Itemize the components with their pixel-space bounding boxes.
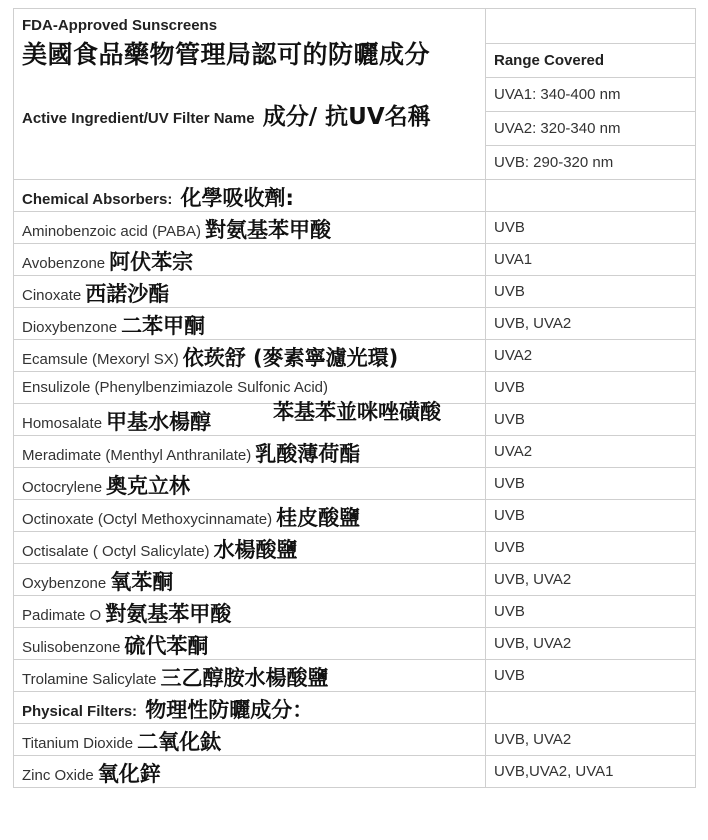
section-row-chemical — [14, 180, 696, 212]
range-value: UVB, UVA2 — [494, 315, 572, 332]
ingredient-zh: 西諾沙酯 — [85, 281, 170, 306]
range-value: UVB — [494, 379, 525, 396]
table-row — [14, 340, 696, 372]
ingredient-en: Meradimate (Menthyl Anthranilate) — [22, 446, 252, 464]
ingredient-en: Octisalate ( Octyl Salicylate) — [22, 542, 210, 560]
table-row — [14, 660, 696, 692]
ingredient-en: Aminobenzoic acid (PABA) — [22, 222, 201, 240]
ingredient-en: Padimate O — [22, 606, 102, 624]
column-header-ingredient — [22, 97, 431, 130]
section-label-chemical: Chemical Absorbers: — [22, 190, 173, 208]
ingredient-en: Dioxybenzone — [22, 318, 118, 336]
ingredient-en: Ensulizole (Phenylbenzimiazole Sulfonic Acid) — [22, 379, 328, 396]
column-header-ingredient-zh: 成分/ 抗UV名稱 — [262, 104, 431, 130]
ingredient-zh: 甲基水楊醇 — [106, 409, 212, 434]
section-row-physical — [14, 692, 696, 724]
range-value: UVA1 — [494, 251, 533, 268]
section-label-physical: Physical Filters: — [22, 702, 138, 720]
table-row — [14, 596, 696, 628]
ingredient-zh: 依莰舒 (麥素寧濾光環) — [182, 345, 399, 370]
ingredient-en: Trolamine Salicylate — [22, 670, 157, 688]
ingredient-en: Homosalate — [22, 414, 103, 432]
header-ingredient-cell — [14, 9, 486, 180]
table-row — [14, 212, 696, 244]
range-uva1: UVA1: 340-400 nm — [494, 85, 621, 103]
column-header-range: Range Covered — [494, 51, 605, 69]
section-label-chemical-zh: 化學吸收劑: — [180, 185, 294, 210]
section-label-physical-zh: 物理性防曬成分： — [145, 697, 314, 722]
range-value: UVB, UVA2 — [494, 635, 572, 652]
ingredient-en: Cinoxate — [22, 286, 82, 304]
table-row — [14, 500, 696, 532]
table-title-zh: 美國食品藥物管理局認可的防曬成分 — [22, 40, 431, 69]
range-value: UVA2 — [494, 443, 533, 460]
table-row — [14, 724, 696, 756]
table-row — [14, 244, 696, 276]
ingredient-zh: 對氨基苯甲酸 — [105, 601, 232, 626]
ingredient-en: Sulisobenzone — [22, 638, 121, 656]
ingredient-zh: 乳酸薄荷酯 — [255, 441, 361, 466]
ingredient-zh: 奧克立林 — [106, 473, 191, 498]
table-row — [14, 756, 696, 788]
range-value: UVB — [494, 507, 525, 524]
ingredient-zh: 二苯甲酮 — [121, 313, 206, 338]
ingredient-zh: 桂皮酸鹽 — [276, 505, 361, 530]
range-value: UVB — [494, 475, 525, 492]
table-row — [14, 276, 696, 308]
table-title: FDA-Approved Sunscreens — [22, 17, 218, 34]
ingredient-en: Zinc Oxide — [22, 766, 94, 784]
ingredient-en: Octinoxate (Octyl Methoxycinnamate) — [22, 510, 273, 528]
ingredient-zh: 氧化鋅 — [97, 761, 161, 786]
table-row — [14, 564, 696, 596]
ingredient-en: Ecamsule (Mexoryl SX) — [22, 350, 179, 368]
ingredient-zh: 水楊酸鹽 — [213, 537, 298, 562]
range-value: UVB, UVA2 — [494, 731, 572, 748]
ingredient-en: Octocrylene — [22, 478, 103, 496]
header-row — [14, 9, 696, 180]
range-value: UVB,UVA2, UVA1 — [494, 763, 614, 780]
header-range-cell — [486, 9, 696, 180]
ensulizole-zh: 苯基苯並咪唑磺酸 — [273, 400, 441, 424]
table-row — [14, 436, 696, 468]
column-header-ingredient-en: Active Ingredient/UV Filter Name — [22, 110, 255, 127]
range-value: UVA2 — [494, 347, 533, 364]
ingredient-en: Titanium Dioxide — [22, 734, 134, 752]
ingredient-zh: 硫代苯酮 — [124, 633, 209, 658]
range-value: UVB — [494, 411, 525, 428]
table-row — [14, 468, 696, 500]
table-row — [14, 628, 696, 660]
ingredient-zh: 氧苯酮 — [110, 569, 174, 594]
range-value: UVB — [494, 667, 525, 684]
range-uvb: UVB: 290-320 nm — [494, 153, 614, 171]
ingredient-zh: 阿伏苯宗 — [109, 249, 194, 274]
range-header-subtable — [486, 9, 695, 179]
ingredient-en: Oxybenzone — [22, 574, 107, 592]
table-row — [14, 308, 696, 340]
ingredient-en: Avobenzone — [22, 254, 106, 272]
range-value: UVB — [494, 283, 525, 300]
range-value: UVB, UVA2 — [494, 571, 572, 588]
ingredient-zh: 對氨基苯甲酸 — [204, 217, 331, 242]
range-uva2: UVA2: 320-340 nm — [494, 119, 621, 137]
range-value: UVB — [494, 539, 525, 556]
ingredient-zh: 三乙醇胺水楊酸鹽 — [160, 665, 329, 690]
table-row — [14, 532, 696, 564]
ingredient-zh: 二氧化鈦 — [137, 729, 222, 754]
range-value: UVB — [494, 219, 525, 236]
range-value: UVB — [494, 603, 525, 620]
